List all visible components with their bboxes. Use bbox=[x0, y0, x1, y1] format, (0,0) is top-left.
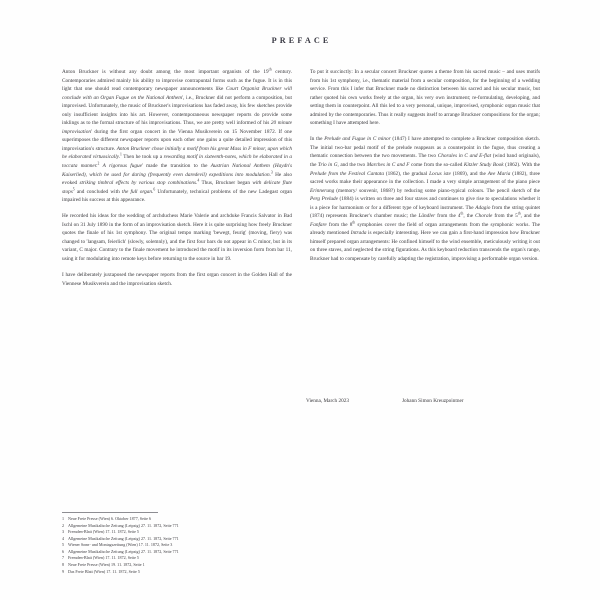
paragraph: Anton Bruckner is without any doubt among the most important organists of the 19th century. Contemporaries admired mainly his ability to improvise contrapuntal forms such as the fugue. It is in this light that one should read contemporary newspaper announcements like Court Organist Bruckner will conclude with an Organ Fugue on the National Anthem', i.e., Bruckner did not perform a composition, but improvised. Unfortunately, the music of Bruckner's improvisations has faded away, his few sketches provide only insufficient insights into his art. However, contemporaneous newspaper reports do provide some inklings as to the formal structure of his improvisations. Thus, we are pretty well informed of his 20 minute improvisation' during the first organ concert in the Vienna Musikverein on 15 November 1872. If one superimposes the different newspaper reports upon each other one gains a quite detailed impression of this improvisation's structure. Anton Bruckner chose initially a motif from his great Mass in F minor, upon which he elaborated virtuosically.$^1$ Then he took up a rewarding motif in sixteenth-notes, which he elaborated in a toccata manner.$^2$ A rigorous fugue' made the transition to the Austrian National Anthem (Haydn's Kaiserlied), which he used for daring (frequently even daredevil) expeditions into modulation.$^3$ He also evoked striking timbral effects by various stop combinations.$^4$ Thus, Bruckner began with delicate flute stops$^5$ and concluded with the full organ.$^6$ Unfortunately, technical problems of the new Ladegast organ impaired his success at this appearance. bbox=[62, 67, 293, 204]
footnote-marker: th bbox=[460, 211, 464, 216]
footnote-number: 2 bbox=[62, 522, 65, 528]
footnote-marker: 4 bbox=[197, 178, 200, 183]
footnote-marker: 2 bbox=[97, 161, 100, 166]
page-title: PREFACE bbox=[271, 36, 332, 45]
footnote-list bbox=[62, 516, 362, 575]
footnote-marker: 6 bbox=[153, 186, 156, 191]
signature-author: Johann Simon Kreuzpointner bbox=[402, 398, 464, 404]
footnote-number: 3 bbox=[62, 529, 65, 535]
two-column-body bbox=[62, 68, 540, 296]
footnotes-block bbox=[62, 512, 362, 575]
paragraph: In the Prelude and Fugue in C minor (1847) I have attempted to complete a Bruckner composition sketch. The initial two-bar pedal motif of the prelude reappears as a counterpoint in the fugue, thus creating a thematic connection between the two movements. The two Chorales in C and E-flat (wind band originals), the Trio in G, and the two Marches in C and F come from the so-called Kitzler Study Book (1862). With the Prelude from the Festival Cantata (1862), the gradual Locus iste (1869), and the Ave Maria (1882), three sacred works make their appearance in the collection. I made a very simple arrangement of the piano piece Erinnerung (memory/ souvenir, 1868?) by reducing some piano-typical colours. The pencil sketch of the Perg Prelude (1884) is written on three and four staves and continues to give rise to speculations whether it is a piece for harmonium or for a different type of keyboard instrument. The Adagio from the string quintet (1874) represents Bruckner's chamber music; the Ländler from the 4th, the Chorale from the 5th, and the Fanfare from the 8th symphonies cover the field of organ arrangements from the symphonic works. The already mentioned Intrada is especially interesting. Here we can gain a first-hand impression how Bruckner himself prepared organ arrangements: He confined himself to the wind ensemble, meticulously writing it out on three staves, and neglected the string figurations. As this keyboard reduction transcends the organ's range, Bruckner had to compensate by carefully adapting the registration, improvising a performable organ version. bbox=[310, 136, 541, 262]
signature-block bbox=[306, 397, 538, 406]
footnote-text: Allgemeine Musikalische Zeitung (Leipzig) 27. 11. 1872, Seite 771 bbox=[68, 535, 179, 541]
footnote-marker: th bbox=[517, 211, 521, 216]
footnote-number: 6 bbox=[62, 548, 65, 554]
footnote-text: Fremden-Blatt (Wien) 17. 11. 1872, Seite 5 bbox=[68, 555, 139, 561]
footnote-number: 7 bbox=[62, 555, 65, 561]
footnote-number: 5 bbox=[62, 542, 65, 548]
footnote-marker: 5 bbox=[72, 186, 75, 191]
footnote-marker: 3 bbox=[270, 169, 273, 174]
paragraph: He recorded his ideas for the wedding of archduchess Marie Valerie and archduke Francis Salvator in Bad Ischl on 31 July 1890 in the form of an improvisation sketch. Here it is quite surprising how freely Bruckner quotes the finale of his 1st symphony. The original tempo marking 'bewegt, feurig' (moving, fiery) was changed to 'langsam, feierlich' (slowly, solemnly), and the first four bars do not appear in C minor, but in its variant, C major. Contrary to the finale movement he introduced the motif in its inversion form from bar 11, using it for modulating into remote keys before returning to the source in bar 19. bbox=[62, 213, 292, 262]
footnote-separator-rule bbox=[62, 512, 158, 513]
footnote-text: Wiener Sonn- und Montagszeitung (Wien) 17. 11. 1872, Seite 3 bbox=[68, 542, 173, 548]
footnote-number: 4 bbox=[62, 535, 65, 541]
footnote-text: Das Freie Blatt (Wien) 17. 11. 1872, Seite 5 bbox=[68, 568, 140, 574]
footnote-number: 8 bbox=[62, 562, 65, 568]
paragraph: I have deliberately juxtaposed the newspaper reports from the first organ concert in the Golden Hall of the Viennese Musikverein and the improvisation sketch. bbox=[62, 272, 292, 287]
footnote-text: Allgemeine Musikalische Zeitung (Leipzig) 27. 11. 1872, Seite 771 bbox=[68, 522, 179, 528]
left-column bbox=[62, 68, 292, 296]
signature-place-date: Vienna, March 2023 bbox=[306, 398, 349, 404]
paragraph: To put it succinctly: In a secular concert Bruckner quotes a theme from his sacred music – and uses motifs from his 1st symphony, i.e., thematic material from a secular composition, for the beginning of a wedding service. From this I infer that Bruckner made no distinction between his sacred and his secular music, but rather quoted his own works freely at the organ, his very own instrument; re-formulating, developing, and setting them in counterpoint. All this led to a very personal, unique, improvised, symphonic organ music that admired by the contemporaries. Thus it really suggests itself to arrange Bruckner compositions for the organ; something I have attempted here. bbox=[310, 69, 540, 127]
footnote-text: Fremden-Blatt (Wien) 17. 11. 1872, Seite 5 bbox=[68, 529, 139, 535]
footnote-text: Allgemeine Musikalische Zeitung (Leipzig) 27. 11. 1872, Seite 771 bbox=[68, 548, 179, 554]
footnote-number: 9 bbox=[62, 568, 65, 574]
footnote-marker: th bbox=[352, 220, 356, 225]
footnote-marker: 1 bbox=[120, 152, 122, 157]
footnote-marker: th bbox=[268, 67, 272, 72]
footnote-item bbox=[62, 569, 362, 576]
footnote-text: Neue Freie Presse (Wien) 19. 11. 1872, Seite 1 bbox=[68, 562, 145, 568]
footnote-text: Neue Freie Presse (Wien) 6. Oktober 1877, Seite 6 bbox=[68, 516, 152, 522]
footnote-number: 1 bbox=[62, 516, 65, 522]
title-block bbox=[0, 36, 600, 45]
right-column bbox=[310, 68, 540, 296]
